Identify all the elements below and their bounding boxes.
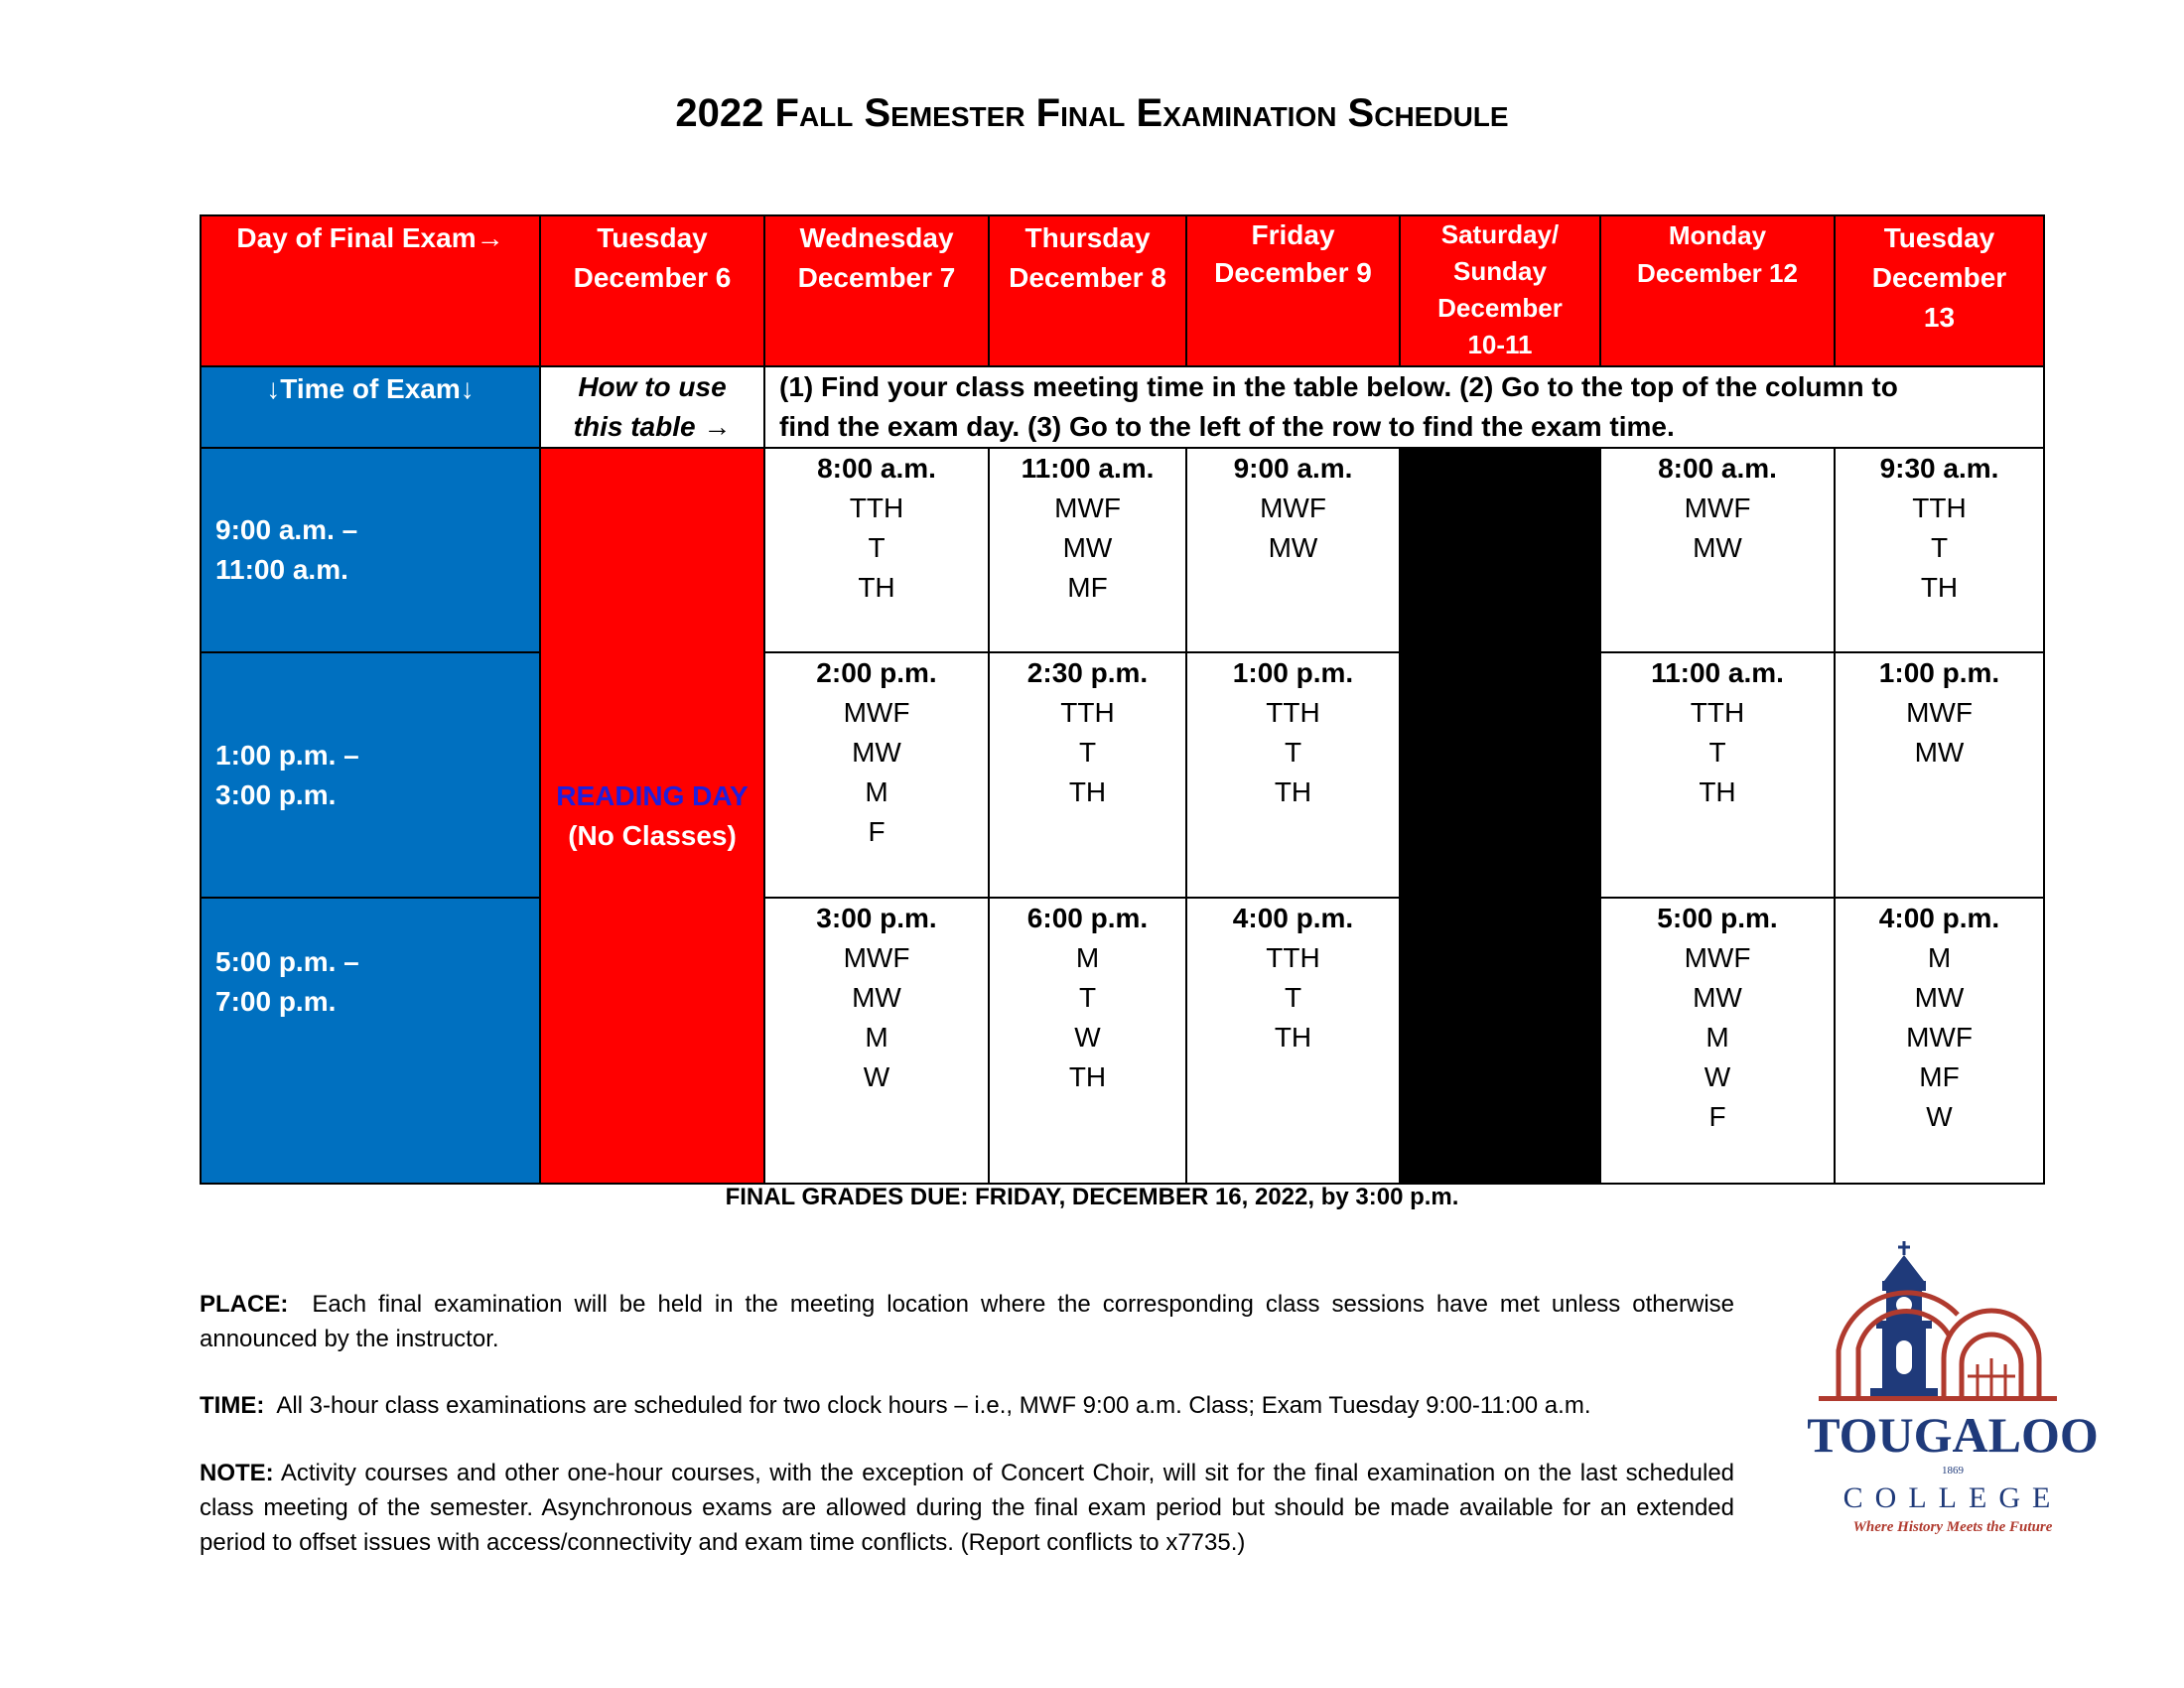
slot-mon-3: 5:00 p.m. MWF MW M W F	[1600, 898, 1835, 1184]
slot-tue-1: 9:30 a.m. TTH T TH	[1835, 448, 2044, 652]
time-note	[200, 1388, 1734, 1423]
reading-day-label: READING DAY	[556, 779, 749, 811]
place-text: Each final examination will be held in the meeting location where the corresponding class sessions have met unless otherwise announced by the instructor.	[200, 1291, 1734, 1352]
logo-college: COLLEGE	[1843, 1481, 2063, 1514]
note-note	[200, 1456, 1734, 1560]
place-label: PLACE:	[200, 1291, 289, 1318]
time-of-exam-label: ↓Time of Exam↓	[201, 366, 540, 448]
time-label: TIME:	[200, 1392, 265, 1419]
weekend-blackout	[1400, 448, 1600, 1184]
header-day-fri-9: Friday December 9	[1186, 215, 1400, 366]
header-day-weekend: Saturday/ Sunday December 10-11	[1400, 215, 1600, 366]
note-text: Activity courses and other one-hour courses, with the exception of Concert Choir, will sit for the final examination on the last scheduled class meeting of the semester. Asynchronous exams are allowed during the final exam period but should be made available for an extended period to offset issues with access/connectivity and exam time conflicts. (Report conflicts to x7735.)	[200, 1460, 1735, 1556]
final-grades-due: FINAL GRADES DUE: FRIDAY, DECEMBER 16, 2022, by 3:00 p.m.	[725, 1184, 1459, 1210]
time-row-3	[201, 898, 2044, 1184]
slot-mon-2: 11:00 a.m. TTH T TH	[1600, 652, 1835, 898]
gate-icon	[1968, 1358, 2015, 1398]
page-title	[0, 91, 2184, 136]
header-row	[201, 215, 2044, 366]
tougaloo-college-logo	[1799, 1241, 2107, 1539]
exam-time-2: 1:00 p.m. – 3:00 p.m.	[201, 652, 540, 898]
slot-fri-1: 9:00 a.m. MWF MW	[1186, 448, 1400, 652]
header-day-tue-13: Tuesday December 13	[1835, 215, 2044, 366]
slot-fri-3: 4:00 p.m. TTH T TH	[1186, 898, 1400, 1184]
how-to-use-label: How to use this table →	[540, 366, 764, 448]
place-note	[200, 1287, 1734, 1356]
time-text: All 3-hour class examinations are scheduled for two clock hours – i.e., MWF 9:00 a.m. Class; Exam Tuesday 9:00-11:00 a.m.	[276, 1392, 1591, 1419]
header-day-mon-12: Monday December 12	[1600, 215, 1835, 366]
slot-wed-3: 3:00 p.m. MWF MW M W	[764, 898, 989, 1184]
slot-wed-2: 2:00 p.m. MWF MW M F	[764, 652, 989, 898]
slot-tue-3: 4:00 p.m. M MW MWF MF W	[1835, 898, 2044, 1184]
logo-year: 1869	[1942, 1465, 1964, 1477]
logo-tagline: Where History Meets the Future	[1852, 1519, 2053, 1535]
reading-day-cell	[540, 448, 764, 1184]
slot-thu-1: 11:00 a.m. MWF MW MF	[989, 448, 1186, 652]
header-day-tue-6: Tuesday December 6	[540, 215, 764, 366]
no-classes-label: (No Classes)	[568, 819, 737, 851]
slot-tue-2: 1:00 p.m. MWF MW	[1835, 652, 2044, 898]
title-year: 2022	[675, 91, 764, 135]
note-label: NOTE:	[200, 1460, 274, 1486]
exam-time-1: 9:00 a.m. – 11:00 a.m.	[201, 448, 540, 652]
slot-thu-3: 6:00 p.m. M T W TH	[989, 898, 1186, 1184]
slot-mon-1: 8:00 a.m. MWF MW	[1600, 448, 1835, 652]
slot-thu-2: 2:30 p.m. TTH T TH	[989, 652, 1186, 898]
logo-name: TOUGALOO	[1807, 1407, 2099, 1463]
exam-time-3: 5:00 p.m. – 7:00 p.m.	[201, 898, 540, 1184]
slot-wed-1: 8:00 a.m. TTH T TH	[764, 448, 989, 652]
title-text: Fall Semester Final Examination Schedule	[774, 91, 1509, 135]
header-day-thu-8: Thursday December 8	[989, 215, 1186, 366]
instructions-text: (1) Find your class meeting time in the table below. (2) Go to the top of the column to find the exam day. (3) Go to the left of the row to find the exam time.	[764, 366, 2044, 448]
exam-schedule-table	[200, 214, 2045, 1185]
arches-icon	[1839, 1293, 2039, 1398]
time-row-1	[201, 448, 2044, 652]
header-corner: Day of Final Exam→	[201, 215, 540, 366]
instruction-row	[201, 366, 2044, 448]
time-row-2	[201, 652, 2044, 898]
header-day-wed-7: Wednesday December 7	[764, 215, 989, 366]
slot-fri-2: 1:00 p.m. TTH T TH	[1186, 652, 1400, 898]
